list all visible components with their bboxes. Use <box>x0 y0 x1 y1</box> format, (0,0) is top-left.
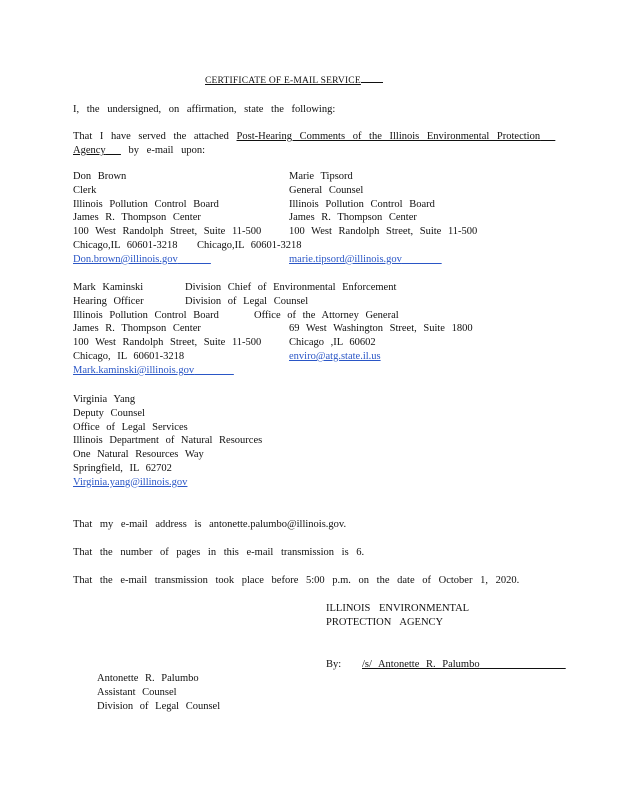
signer-name: Antonette R. Palumbo <box>97 673 199 684</box>
statement-transmission-time: That the e-mail transmission took place before 5:00 p.m. on the date of October 1, 2020. <box>73 575 520 586</box>
page-title: CERTIFICATE OF E-MAIL SERVICE <box>205 73 383 88</box>
served-line-2 <box>73 144 205 157</box>
statement-page-count: That the number of pages in this e-mail transmission is 6. <box>73 547 365 558</box>
email-link[interactable]: Mark.kaminski@illinois.gov <box>73 364 195 376</box>
recipient-marie-tipsord: Marie Tipsord General Counsel Illinois Pollution Control Board James R. Thompson Center 100 West Randolph Street, Suite 11-500 Chicago,IL 60601-3218 marie.tipsord@illinois.gov <box>197 171 478 265</box>
electronic-signature: /s/ Antonette R. Palumbo <box>362 659 480 670</box>
email-link[interactable]: enviro@atg.state.il.us <box>289 350 381 362</box>
signature-line <box>362 658 566 671</box>
served-line-1 <box>73 130 555 143</box>
statement-email-address: That my e-mail address is antonette.palumbo@illinois.gov. <box>73 519 347 530</box>
email-link[interactable]: Don.brown@illinois.gov <box>73 253 178 265</box>
signer-block <box>97 672 220 713</box>
recipient-mark-kaminski: Mark Kaminski Hearing Officer Illinois Pollution Control Board James R. Thompson Center 100 West Randolph Street, Suite 11-500 Chicago, IL 60601-3218 Mark.kaminski@illinois.gov <box>73 282 262 376</box>
signer-division: Division of Legal Counsel <box>97 700 221 712</box>
intro-text: I, the undersigned, on affirmation, state the following: <box>73 104 336 115</box>
recipient-attorney-general: Division Chief of Environmental Enforcement Division of Legal Counsel Office of the Attorney General 69 West Washington Street, Suite 1800 Chicago ,IL 60602 enviro@atg.state.il.us <box>185 282 473 362</box>
email-link[interactable]: Virginia.yang@illinois.gov <box>73 476 188 488</box>
signature-by-label: By: <box>326 659 342 670</box>
recipient-don-brown: Don Brown Clerk Illinois Pollution Control Board James R. Thompson Center 100 West Randolph Street, Suite 11-500 Chicago,IL 60601-3218 Don.brown@illinois.gov <box>73 171 262 265</box>
agency-name-line-2: PROTECTION AGENCY <box>326 617 444 628</box>
recipient-virginia-yang: Virginia Yang Deputy Counsel Office of Legal Services Illinois Department of Natural Resources One Natural Resources Way Springfield, IL 62702 Virginia.yang@illinois.gov <box>73 394 263 488</box>
served-prefix: That I have served the attached <box>73 131 237 142</box>
document-title-cont: Agency <box>73 145 106 156</box>
document-title: Post-Hearing Comments of the Illinois Environmental Protection <box>236 131 541 142</box>
signer-title: Assistant Counsel <box>97 686 177 698</box>
served-suffix: by e-mail upon: <box>120 145 206 156</box>
agency-name-line-1: ILLINOIS ENVIRONMENTAL <box>326 603 470 614</box>
email-link[interactable]: marie.tipsord@illinois.gov <box>289 253 402 265</box>
